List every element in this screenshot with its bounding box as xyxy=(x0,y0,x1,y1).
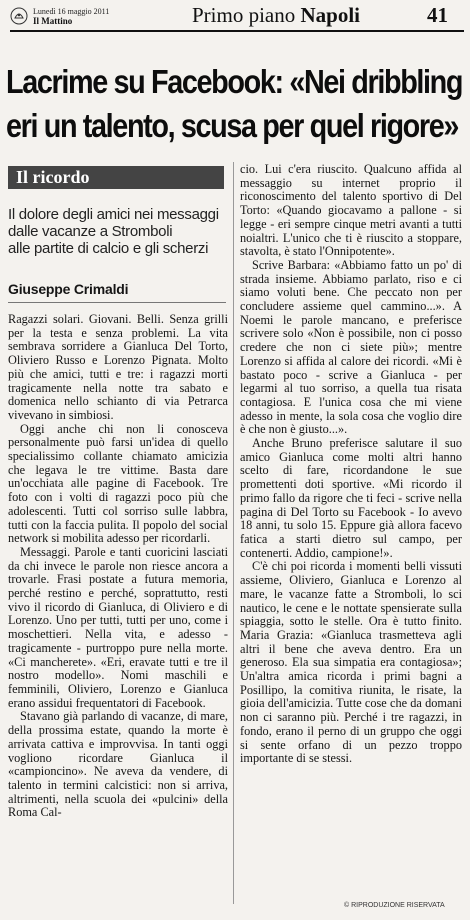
issue-date: Lunedì 16 maggio 2011 xyxy=(33,7,110,16)
paragraph: cio. Lui c'era riuscito. Qualcuno affida al messaggio su internet proprio il riconoscimento del talento sportivo di Del Torto: «Quando giocavamo a pallone - si legge - eri sempre cinque metri avanti a tutti noialtri. L'unico che ti è riuscito a stoppare, stavolta, è stato l'Onnipotente». xyxy=(240,162,462,259)
copyright-notice: © RIPRODUZIONE RISERVATA xyxy=(344,902,445,909)
paragraph: Messaggi. Parole e tanti cuoricini lasciati da chi invece le parole non riesce ancora a trovarle. Frasi postate a futura memoria, perché restino e perché, soprattutto, resti vivo il ricordo di Gianluca, di Oliviero e di Lorenzo. Uno per tutti, tutti per uno, come i moschettieri. Nella vita, e adesso - tragicamente - purtroppo pure nella morte. «Ci mancherete». «Eri, eravate tutti e tre il nostro modello». Nomi maschili e femminili, Oliviero, Lorenzo e Gianluca erano assidui frequentatori di Facebook. xyxy=(8,544,228,710)
subtitle-line-3: alle partite di calcio e gli scherzi xyxy=(8,240,209,257)
paragraph: Oggi anche chi non li conosceva personalmente può farsi un'idea di quello specialissimo collante chiamato amicizia che legava le tre vittime. Basta dare un'occhiata alle pagine di Facebook. Tre foto con i volti di ragazzi poco più che adolescenti. Tutti col sorriso sulle labbra, tutti con la faccia pulita. Il popolo del social network si mobilita adesso per ricordarli. xyxy=(8,421,228,546)
page-number: 41 xyxy=(427,3,448,27)
section-badge-label: Il ricordo xyxy=(16,167,90,187)
section-title xyxy=(192,3,360,28)
section-city: Napoli xyxy=(300,3,361,27)
paragraph: Scrive Barbara: «Abbiamo fatto un po' di strada insieme. Abbiamo parlato, riso e ci siamo voluti bene. Che peccato non per concludere assieme quel cammino...». A Noemi le parole mancano, e preferisce scrivere solo «Non è possibile, non ci posso credere che non ci siete più»; mentre Lorenzo si affida al calore dei ricordi. «Mi è bastato poco - scrive a Gianluca - per legarmi al tuo sorriso, a quella tua risata contagiosa. E l'unica cosa che mi viene adesso in mente, la sola cosa che voglio dire è che non è giusto...». xyxy=(240,257,462,437)
headline-line-2: eri un talento, scusa per quel rigore» xyxy=(6,108,459,145)
headline-line-1: Lacrime su Facebook: «Nei dribbling xyxy=(6,64,463,101)
header-rule xyxy=(10,30,464,32)
byline-rule xyxy=(8,302,226,303)
column-divider xyxy=(233,162,234,904)
subtitle-line-2: dalle vacanze a Stromboli xyxy=(8,223,173,240)
section-main: Primo piano xyxy=(192,3,296,27)
paragraph: Stavano già parlando di vacanze, di mare, della prossima estate, quando la morte è arrivata cattiva e improvvisa. In tanti oggi vogliono ricordare Gianluca il «campioncino». Ne aveva da vendere, di talento in termini calcistici: non si arriva, altrimenti, nella scuola dei «pulcini» della Roma Cal- xyxy=(8,709,228,820)
newspaper-name: Il Mattino xyxy=(33,16,73,26)
paragraph: Ragazzi solari. Giovani. Belli. Senza grilli per la testa e senza problemi. La vita sembrava sorridere a Gianluca Del Torto, Oliviero Russo e Lorenzo Pignata. Molto più che amici, tutti e tre: i ragazzi morti tragicamente nella notte tra sabato e domenica nello schianto di via Petrarca vivevano in simbiosi. xyxy=(8,312,228,422)
subtitle-line-1: Il dolore degli amici nei messaggi xyxy=(8,206,219,223)
paragraph: Anche Bruno preferisce salutare il suo amico Gianluca come molti altri hanno scelto di fare, ricordandone le sue promettenti doti sportive. «Mi ricordo il primo fallo da rigore che ti feci - scrive nella pagina di Del Torto su Facebook - Io avevo 18 anni, tu solo 15. Eppure già allora facevo fatica a starti dietro sul campo, per contenerti. Addio, campione!». xyxy=(240,436,462,560)
newspaper-logo-icon xyxy=(10,7,28,25)
author-byline: Giuseppe Crimaldi xyxy=(8,281,129,297)
paragraph: C'è chi poi ricorda i momenti belli vissuti assieme, Oliviero, Gianluca e Lorenzo al mare, le vacanze fatte a Stromboli, lo sci nautico, le cene e le nottate spensierate sulla spiaggia, sotto le stelle. Ora è tutto finito. Maria Grazia: «Gianluca trasmetteva agli altri il bene che aveva dentro. Era un generoso. Ela sua simpatia era contagiosa»; Un'altra amica ricorda i primi bagni a Posillipo, la comitiva riunita, le risate, la gioia dell'amicizia. Tutte cose che da domani non ci saranno più. Perché i tre ragazzi, in fondo, erano il perno di un gruppo che oggi si sente orfano di un pezzo troppo importante di se stessi. xyxy=(240,559,462,766)
article-column-right xyxy=(240,163,462,766)
article-column-left xyxy=(8,313,228,820)
